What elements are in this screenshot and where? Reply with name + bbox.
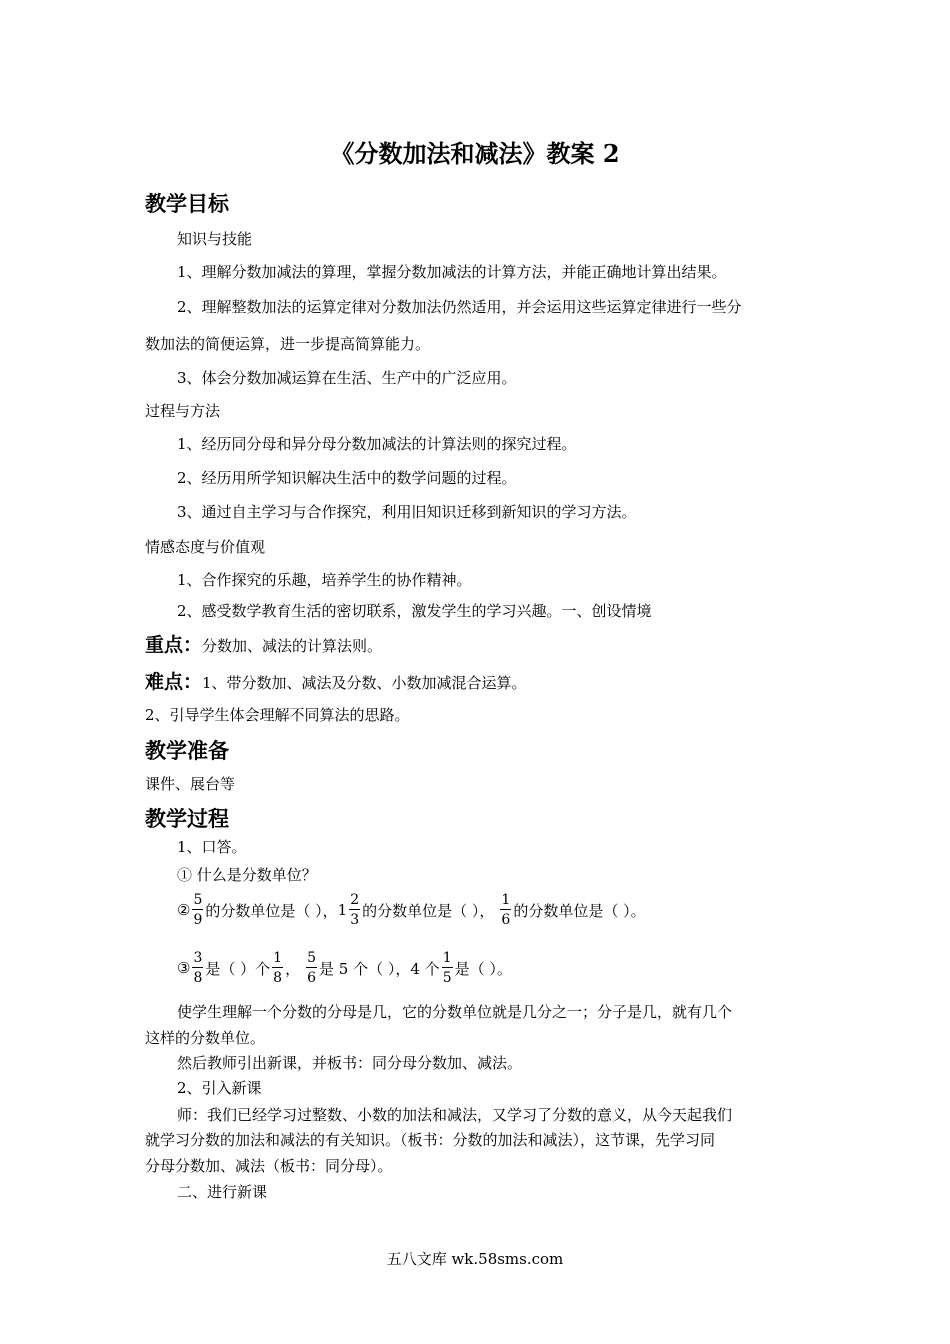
emotion-item-1: 1、合作探究的乐趣，培养学生的协作精神。 bbox=[177, 571, 472, 589]
question-3-text-1: 是（ ）个 bbox=[205, 959, 271, 978]
numerator: 1 bbox=[442, 950, 452, 966]
fraction bbox=[192, 892, 203, 928]
question-3-text-4: 是（ ）。 bbox=[454, 959, 512, 978]
denominator: 3 bbox=[350, 912, 360, 928]
denominator: 9 bbox=[193, 912, 203, 928]
knowledge-item-2-line-1: 2、理解整数加法的运算定律对分数加法仍然适用，并会运用这些运算定律进行一些分 bbox=[177, 298, 742, 316]
footer-watermark: 五八文库 wk.58sms.com bbox=[386, 1250, 564, 1268]
fraction bbox=[500, 892, 511, 928]
fraction bbox=[192, 950, 203, 986]
process-step-3: 二、进行新课 bbox=[177, 1183, 268, 1201]
question-2 bbox=[177, 892, 646, 928]
explanation-line-1: 使学生理解一个分数的分母是几，它的分数单位就是几分之一；分子是几，就有几个 bbox=[177, 1003, 733, 1021]
heading-prep: 教学准备 bbox=[145, 739, 229, 763]
difficulty-text: 1、带分数加、减法及分数、小数加减混合运算。 bbox=[202, 674, 527, 692]
process-item-1: 1、经历同分母和异分母分数加减法的计算法则的探究过程。 bbox=[177, 435, 577, 453]
key-point-text: 分数加、减法的计算法则。 bbox=[202, 637, 383, 655]
question-1: ① 什么是分数单位？ bbox=[177, 866, 317, 884]
heading-process: 教学过程 bbox=[145, 807, 229, 831]
question-2-text-1: 的分数单位是（ ）， bbox=[205, 901, 338, 920]
question-3 bbox=[177, 950, 512, 986]
denominator: 8 bbox=[273, 970, 283, 986]
difficulty-label: 难点： bbox=[145, 671, 203, 693]
then-line: 然后教师引出新课，并板书：同分母分数加、减法。 bbox=[177, 1054, 523, 1072]
denominator: 5 bbox=[442, 970, 452, 986]
document-title: 《分数加法和减法》教案 2 bbox=[330, 139, 620, 168]
denominator: 6 bbox=[307, 970, 317, 986]
knowledge-item-2-line-2: 数加法的简便运算，进一步提高简算能力。 bbox=[145, 335, 431, 353]
question-3-text-2: ， bbox=[285, 959, 301, 978]
emotion-title: 情感态度与价值观 bbox=[145, 538, 266, 556]
process-step-2: 2、引入新课 bbox=[177, 1079, 262, 1097]
mixed-number-whole: 1 bbox=[337, 901, 348, 919]
knowledge-title: 知识与技能 bbox=[177, 230, 253, 248]
numerator: 5 bbox=[193, 892, 203, 908]
numerator: 3 bbox=[193, 950, 203, 966]
teacher-line-2: 就学习分数的加法和减法的有关知识。（板书：分数的加法和减法），这节课，先学习同 bbox=[145, 1131, 716, 1149]
key-point-line bbox=[145, 630, 382, 657]
prep-text: 课件、展台等 bbox=[145, 775, 236, 793]
process-item-3: 3、通过自主学习与合作探究，利用旧知识迁移到新知识的学习方法。 bbox=[177, 503, 637, 521]
fraction bbox=[272, 950, 283, 986]
key-point-label: 重点： bbox=[145, 634, 203, 656]
question-2-text-2: 的分数单位是（ ）， bbox=[362, 901, 495, 920]
question-2-text-3: 的分数单位是（ ）。 bbox=[513, 901, 646, 920]
fraction bbox=[306, 950, 317, 986]
process-step-1: 1、口答。 bbox=[177, 838, 247, 856]
numerator: 1 bbox=[501, 892, 511, 908]
teacher-line-3: 分母分数加、减法（板书：同分母）。 bbox=[145, 1157, 393, 1175]
heading-objectives: 教学目标 bbox=[145, 192, 229, 216]
knowledge-item-3: 3、体会分数加减运算在生活、生产中的广泛应用。 bbox=[177, 369, 517, 387]
process-item-2: 2、经历用所学知识解决生活中的数学问题的过程。 bbox=[177, 469, 517, 487]
emotion-item-2: 2、感受数学教育生活的密切联系，激发学生的学习兴趣。一、创设情境 bbox=[177, 602, 652, 620]
explanation-line-2: 这样的分数单位。 bbox=[145, 1029, 266, 1047]
process-method-title: 过程与方法 bbox=[145, 402, 221, 420]
teacher-line-1: 师：我们已经学习过整数、小数的加法和减法，又学习了分数的意义，从今天起我们 bbox=[177, 1106, 733, 1124]
difficulty-line-2: 2、引导学生体会理解不同算法的思路。 bbox=[145, 706, 410, 724]
question-2-mark: ② bbox=[177, 901, 191, 919]
denominator: 8 bbox=[193, 970, 203, 986]
fraction bbox=[442, 950, 453, 986]
question-3-text-3: 是 5 个（ ），4 个 bbox=[319, 959, 440, 978]
difficulty-line bbox=[145, 667, 527, 694]
fraction bbox=[349, 892, 360, 928]
question-3-mark: ③ bbox=[177, 959, 191, 977]
denominator: 6 bbox=[501, 912, 511, 928]
knowledge-item-1: 1、理解分数加减法的算理，掌握分数加减法的计算方法，并能正确地计算出结果。 bbox=[177, 263, 727, 281]
numerator: 2 bbox=[350, 892, 360, 908]
numerator: 1 bbox=[273, 950, 283, 966]
numerator: 5 bbox=[307, 950, 317, 966]
